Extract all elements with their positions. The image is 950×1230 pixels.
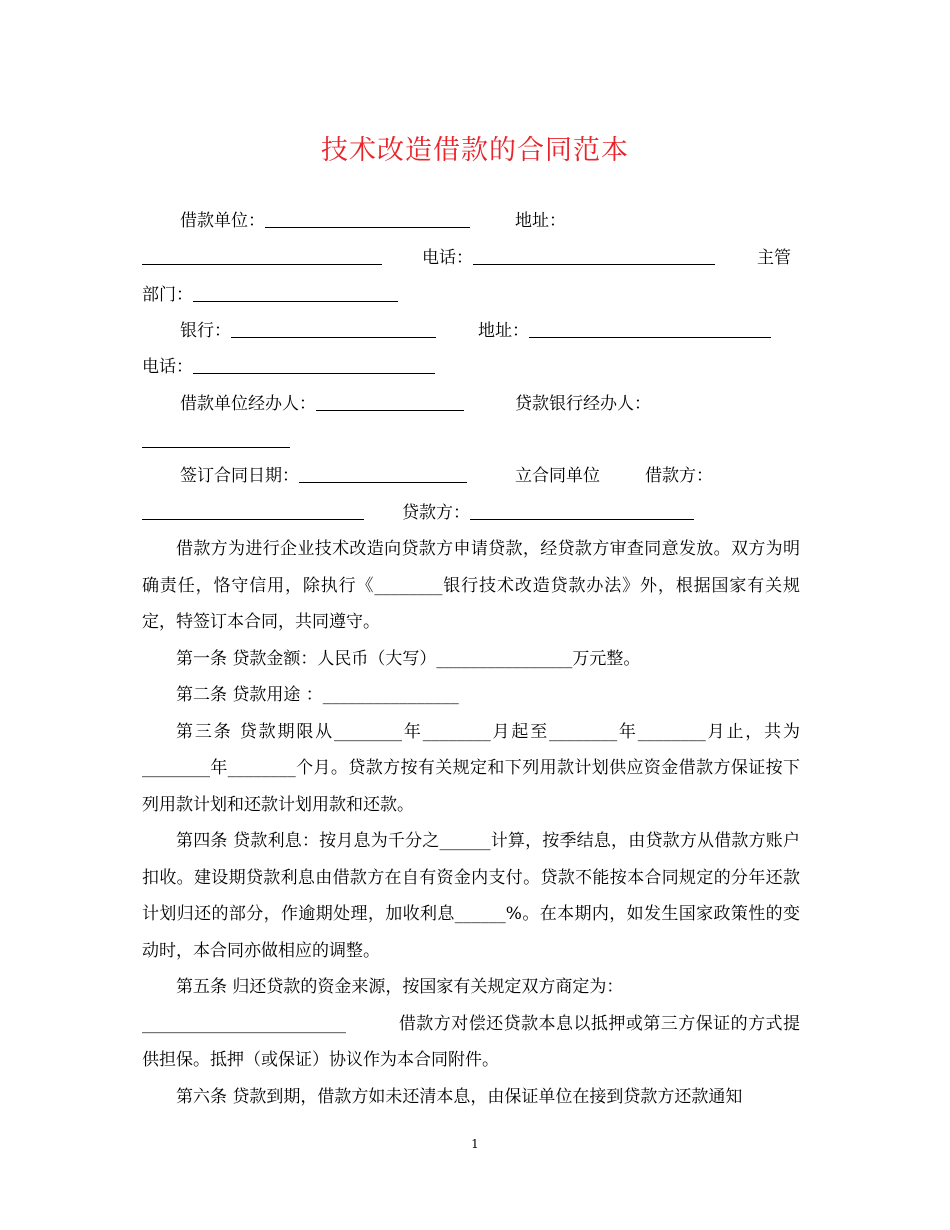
article-4: 第四条 贷款利息：按月息为千分之______计算，按季结息，由贷款方从借款方账户扣收。建设期贷款利息由借款方在自有资金内支付。贷款不能按本合同规定的分年还款计划归还的部分，作逾期处理，加收利息______%。在本期内，如发生国家政策性的变动时，本合同亦做相应的调整。 — [142, 831, 800, 961]
sign-date-blank[interactable] — [299, 466, 467, 483]
contract-unit-line — [515, 465, 600, 487]
sign-date-label: 签订合同日期： — [180, 466, 299, 486]
borrower-party-blank[interactable] — [142, 503, 364, 520]
address-2-line — [478, 320, 771, 342]
lender-agent-label: 贷款银行经办人： — [515, 394, 651, 414]
article-2: 第二条 贷款用途 ：________________ — [176, 685, 459, 705]
address-1-line — [515, 210, 566, 232]
article-6: 第六条 贷款到期，借款方如未还清本息，由保证单位在接到贷款方还款通知 — [176, 1086, 743, 1107]
address-2-blank[interactable] — [529, 321, 771, 338]
phone-2-blank[interactable] — [193, 357, 435, 374]
article-3: 第三条 贷款期限从________年________月起至________年________月止，共为________年________个月。贷款方按有关规定和下列用款计划供应资金借款方保证按下列用款计划和还款计划用款和还款。 — [142, 721, 800, 815]
address-1-blank[interactable] — [142, 248, 382, 265]
header-line-3 — [142, 284, 398, 306]
address-1-label: 地址： — [515, 211, 566, 231]
supervisor-blank[interactable] — [193, 285, 398, 302]
phone-1-blank[interactable] — [473, 248, 715, 265]
lender-agent-blank[interactable] — [142, 431, 290, 448]
header-line-7 — [142, 430, 290, 452]
borrower-agent-blank[interactable] — [316, 394, 464, 411]
supervisor-label-a: 主管 — [757, 248, 791, 268]
bank-blank[interactable] — [231, 321, 436, 338]
supervisor-label-b: 部门： — [142, 285, 193, 305]
supervisor-line-a — [757, 247, 791, 269]
article-5: 第五条 归还贷款的资金来源，按国家有关规定双方商定为： — [176, 977, 624, 997]
phone-2-label: 电话： — [142, 357, 193, 377]
phone-1-line — [422, 247, 715, 269]
document-title: 技术改造借款的合同范本 — [321, 135, 629, 166]
contract-unit-label: 立合同单位 — [515, 466, 600, 486]
borrower-unit-blank[interactable] — [265, 211, 470, 228]
address-2-label: 地址： — [478, 321, 529, 341]
lender-agent-line — [515, 393, 651, 415]
borrower-party-label: 借款方： — [645, 466, 713, 486]
lender-party-line — [402, 502, 694, 524]
header-line-4 — [180, 320, 436, 342]
header-line-5 — [142, 356, 435, 378]
page-number: 1 — [471, 1137, 479, 1151]
borrower-agent-label: 借款单位经办人： — [180, 394, 316, 414]
header-line-6 — [180, 393, 464, 415]
article-1: 第一条 贷款金额：人民币（大写）________________万元整。 — [176, 648, 641, 669]
borrower-party-line — [645, 465, 713, 487]
header-line-9 — [142, 502, 364, 524]
intro-paragraph: 借款方为进行企业技术改造向贷款方申请贷款，经贷款方审查同意发放。双方为明确责任，恪守信用，除执行《________银行技术改造贷款办法》外，根据国家有关规定，特签订本合同，共同遵守。 — [142, 539, 800, 632]
borrower-unit-label: 借款单位： — [180, 211, 265, 231]
header-line-1 — [180, 210, 470, 232]
article-5-continued: ________________________ 借款方对偿还贷款本息以抵押或第三方保证的方式提供担保。抵押（或保证）协议作为本合同附件。 — [142, 1013, 800, 1070]
contract-body — [142, 531, 800, 1115]
header-line-2 — [142, 247, 382, 269]
phone-1-label: 电话： — [422, 248, 473, 268]
lender-party-label: 贷款方： — [402, 503, 470, 523]
bank-label: 银行： — [180, 321, 231, 341]
header-line-8 — [180, 465, 467, 487]
lender-party-blank[interactable] — [470, 503, 694, 520]
